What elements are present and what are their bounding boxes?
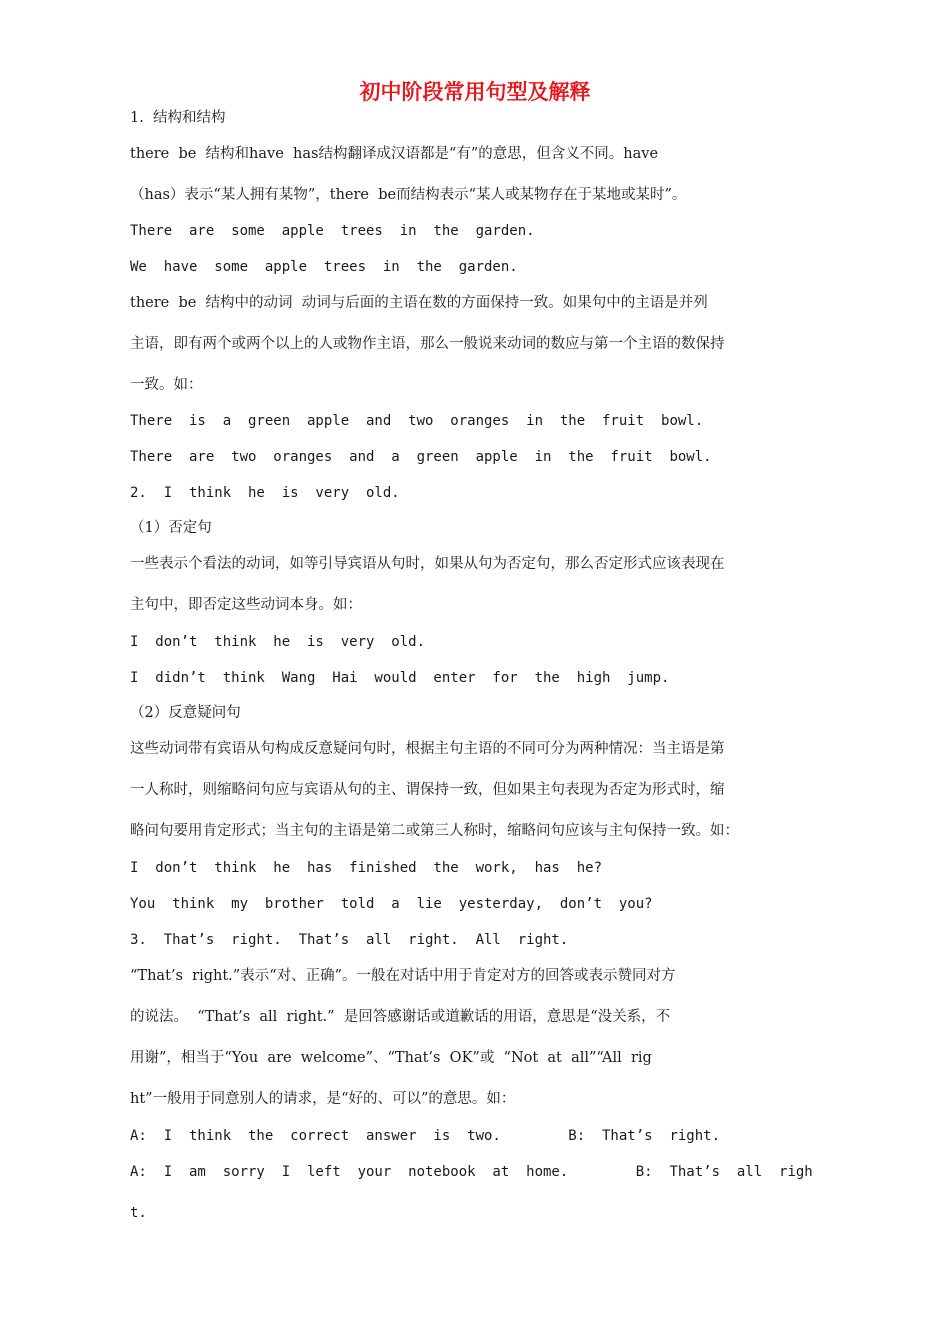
subsection-heading: （2）反意疑问句 <box>130 705 241 721</box>
example-sentence: I don’t think he is very old. <box>130 634 426 650</box>
subsection-heading: （1）否定句 <box>130 520 212 536</box>
document-title: 初中阶段常用句型及解释 <box>359 80 591 104</box>
paragraph-line: 主句中，即否定这些动词本身。如： <box>130 597 362 613</box>
paragraph-line: 用谢”，相当于“You are welcome”、“That’s OK”或 “Not at all”“All rig <box>130 1050 652 1066</box>
example-sentence: You think my brother told a lie yesterday, don’t you? <box>130 896 653 912</box>
example-sentence: I don’t think he has finished the work, has he? <box>130 860 603 876</box>
paragraph-line: 略问句要用肯定形式；当主句的主语是第二或第三人称时，缩略问句应该与主句保持一致。如： <box>130 823 739 839</box>
paragraph-line: “That’s right.”表示“对、正确”。一般在对话中用于肯定对方的回答或表示赞同对方 <box>130 968 676 984</box>
dialog-example-continued: t. <box>130 1205 147 1221</box>
dialog-example: A: I think the correct answer is two. B: That’s right. <box>130 1128 721 1144</box>
paragraph-line: there be 结构和have has结构翻译成汉语都是“有”的意思，但含义不同。have <box>130 146 659 162</box>
example-sentence: There are two oranges and a green apple in the fruit bowl. <box>130 449 712 465</box>
paragraph-line: 一些表示个看法的动词，如等引导宾语从句时，如果从句为否定句，那么否定形式应该表现在 <box>130 556 725 572</box>
example-sentence: There are some apple trees in the garden. <box>130 223 535 239</box>
paragraph-line: there be 结构中的动词 动词与后面的主语在数的方面保持一致。如果句中的主语是并列 <box>130 295 708 311</box>
paragraph-line: 这些动词带有宾语从句构成反意疑问句时，根据主句主语的不同可分为两种情况：当主语是第 <box>130 741 725 757</box>
example-sentence: There is a green apple and two oranges in the fruit bowl. <box>130 413 704 429</box>
section-2-heading: 2. I think he is very old. <box>130 485 400 501</box>
section-3-heading: 3. That’s right. That’s all right. All right. <box>130 932 569 948</box>
paragraph-line: 一致。如： <box>130 377 203 393</box>
dialog-example: A: I am sorry I left your notebook at home. B: That’s all righ <box>130 1164 813 1180</box>
example-sentence: We have some apple trees in the garden. <box>130 259 518 275</box>
section-1-heading: 1. 结构和结构 <box>130 110 226 126</box>
example-sentence: I didn’t think Wang Hai would enter for the high jump. <box>130 670 670 686</box>
paragraph-line: 主语，即有两个或两个以上的人或物作主语，那么一般说来动词的数应与第一个主语的数保持 <box>130 336 725 352</box>
paragraph-line: 的说法。 “That’s all right.” 是回答感谢话或道歉话的用语，意思是“没关系，不 <box>130 1009 671 1025</box>
paragraph-line: （has）表示“某人拥有某物”，there be而结构表示“某人或某物存在于某地或某时”。 <box>130 187 687 203</box>
paragraph-line: ht”一般用于同意别人的请求，是“好的、可以”的意思。如： <box>130 1091 516 1107</box>
paragraph-line: 一人称时，则缩略问句应与宾语从句的主、谓保持一致，但如果主句表现为否定为形式时，缩 <box>130 782 725 798</box>
